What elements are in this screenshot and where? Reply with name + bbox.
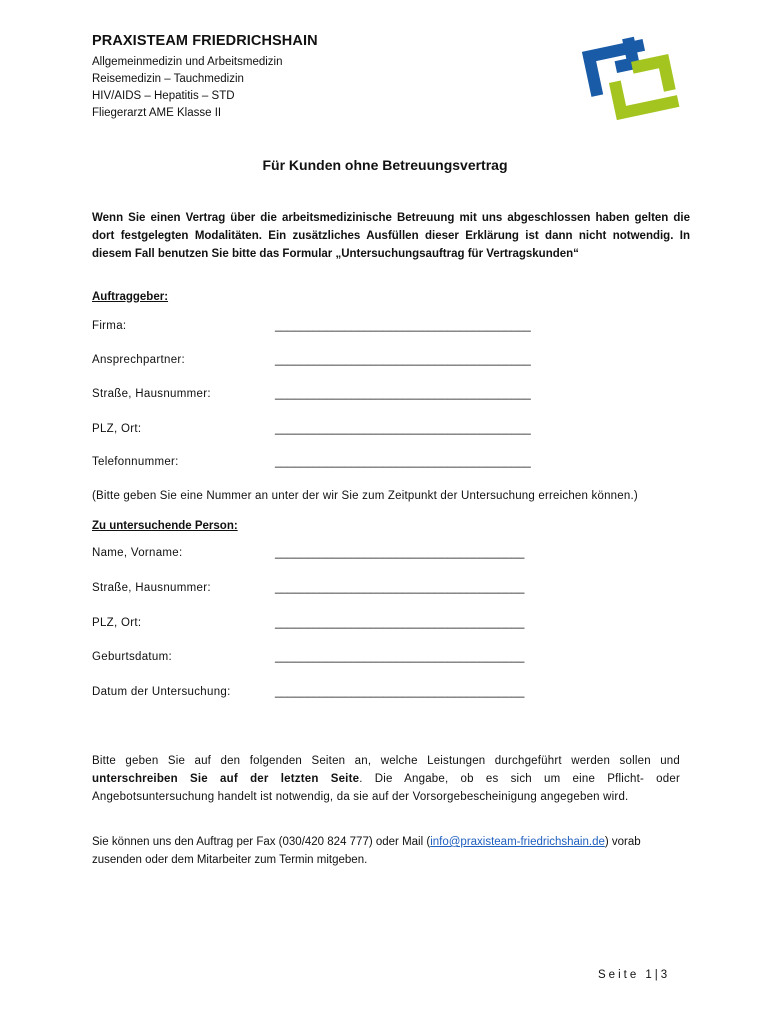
paragraph-text: Sie können uns den Auftrag per Fax (030/420 824 777) oder Mail (: [92, 836, 431, 848]
fill-in-line[interactable]: _______________________________________: [275, 547, 525, 559]
field-label: Name, Vorname:: [92, 547, 183, 559]
praxisteam-logo-icon: [578, 28, 686, 124]
paragraph-emphasis: unterschreiben Sie auf der letzten Seite: [92, 773, 360, 785]
field-label: Ansprechpartner:: [92, 354, 186, 366]
person-heading: Zu untersuchende Person:: [92, 520, 238, 532]
person-field-exam-date: [92, 686, 692, 704]
letterhead: [92, 33, 318, 122]
fill-in-line[interactable]: _______________________________________: [275, 582, 525, 594]
field-label: Telefonnummer:: [92, 456, 179, 468]
services-paragraph: [92, 752, 680, 806]
letterhead-line: Allgemeinmedizin und Arbeitsmedizin: [92, 56, 283, 68]
letterhead-line: HIV/AIDS – Hepatitis – STD: [92, 90, 235, 102]
person-field-birthdate: [92, 651, 692, 669]
page-number: Seite 1|3: [598, 969, 671, 981]
field-label: PLZ, Ort:: [92, 617, 142, 629]
paragraph-text: Bitte geben Sie auf den folgenden Seiten an, welche Leistungen durchgeführt werden sollen und: [92, 755, 680, 767]
client-field-street: [92, 388, 692, 406]
paragraph-text: ) vorab zusenden oder dem Mitarbeiter zum Termin mitgeben.: [92, 836, 641, 866]
fill-in-line[interactable]: ________________________________________: [275, 388, 531, 400]
paragraph-text: . Die Angabe, ob es sich um eine Pflicht- oder Angebotsuntersuchung handelt ist notwendig, da sie auf der Vorsorgebescheinigung angegeben wird.: [92, 773, 680, 803]
org-name: PRAXISTEAM FRIEDRICHSHAIN: [92, 33, 318, 49]
person-field-street: [92, 582, 692, 600]
fill-in-line[interactable]: _______________________________________: [275, 686, 525, 698]
field-label: Straße, Hausnummer:: [92, 388, 211, 400]
letterhead-line: Reisemedizin – Tauchmedizin: [92, 73, 244, 85]
client-field-contact: [92, 354, 692, 372]
person-field-name: [92, 547, 692, 565]
field-label: Geburtsdatum:: [92, 651, 172, 663]
client-heading: Auftraggeber:: [92, 291, 169, 303]
client-field-city: [92, 423, 692, 441]
field-label: Datum der Untersuchung:: [92, 686, 231, 698]
client-field-phone: [92, 456, 692, 474]
field-label: Firma:: [92, 320, 127, 332]
person-field-city: [92, 617, 692, 635]
field-label: PLZ, Ort:: [92, 423, 142, 435]
field-label: Straße, Hausnummer:: [92, 582, 211, 594]
fill-in-line[interactable]: ________________________________________: [275, 423, 531, 435]
fill-in-line[interactable]: ________________________________________: [275, 354, 531, 366]
fill-in-line[interactable]: _______________________________________: [275, 651, 525, 663]
email-link[interactable]: info@praxisteam-friedrichshain.de: [430, 836, 605, 848]
fill-in-line[interactable]: ________________________________________: [275, 456, 531, 468]
client-field-company: [92, 320, 692, 338]
fill-in-line[interactable]: _______________________________________: [275, 617, 525, 629]
fill-in-line[interactable]: ________________________________________: [275, 320, 531, 332]
letterhead-line: Fliegerarzt AME Klasse II: [92, 107, 222, 119]
contact-paragraph: [92, 833, 690, 869]
intro-paragraph: Wenn Sie einen Vertrag über die arbeitsmedizinische Betreuung mit uns abgeschlossen haben gelten die dort festgelegten Modalitäten. Ein zusätzliches Ausfüllen dieser Erklärung ist dann nicht notwendig. In diesem Fall benutzen Sie bitte das Formular „Untersuchungsauftrag für Vertragskunden“: [92, 212, 690, 260]
document-title: Für Kunden ohne Betreuungsvertrag: [262, 157, 508, 173]
phone-note: (Bitte geben Sie eine Nummer an unter der wir Sie zum Zeitpunkt der Untersuchung erreichen können.): [92, 490, 638, 502]
